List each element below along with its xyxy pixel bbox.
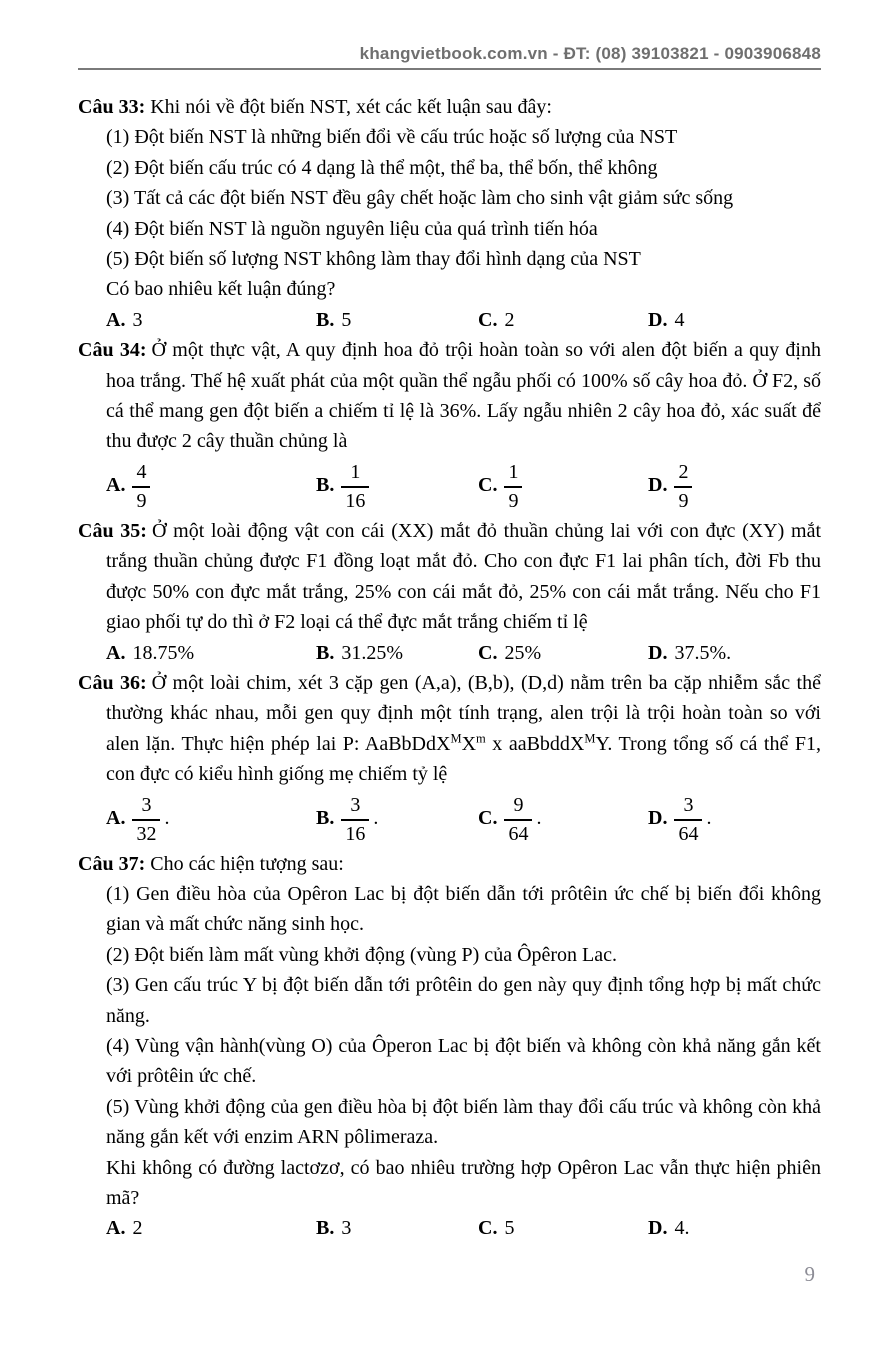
option-letter: C. [478,641,498,664]
option-letter: C. [478,308,498,331]
option-value: 3 [132,308,143,331]
option-a [106,793,316,847]
option-letter: B. [316,308,335,331]
question-34-intro [78,335,821,457]
option-letter: C. [478,474,498,497]
fraction [674,793,702,847]
fraction-numerator: 3 [341,793,369,821]
option-value: 5 [504,1217,515,1240]
fraction-denominator: 32 [136,822,157,845]
questions-area [78,92,821,1244]
option-letter: B. [316,641,335,664]
page-content [0,44,895,1244]
option-value: 4. [674,1217,690,1240]
fraction-denominator: 64 [508,822,529,845]
option-value: 2 [132,1217,143,1240]
option-letter: A. [106,641,126,664]
fraction [341,460,369,514]
statement-item-2: (2) Đột biến cấu trúc có 4 dạng là thể một, thể ba, thể bốn, thể không [106,156,658,179]
question-33-intro [78,92,821,122]
fraction-denominator: 16 [345,822,366,845]
statement-item-3: (3) Gen cấu trúc Y bị đột biến dẫn tới prôtêin do gen này quy định tổng hợp bị mất chức năng. [106,974,821,1027]
fraction [132,793,160,847]
question-35-options [106,638,821,668]
option-suffix: . [373,807,379,830]
question-36-label: Câu 36: [78,671,147,694]
question-37-options [106,1213,821,1243]
option-value: 37.5%. [674,641,732,664]
fraction [504,793,532,847]
option-d [648,305,821,335]
statement-item-4: (4) Đột biến NST là nguồn nguyên liệu của quá trình tiến hóa [106,217,598,240]
option-a [106,305,316,335]
option-suffix: . [706,807,712,830]
fraction-numerator: 1 [504,460,522,488]
question-37-intro [78,849,821,879]
question-34-label: Câu 34: [78,339,147,362]
fraction-denominator: 9 [136,489,147,512]
fraction-numerator: 9 [504,793,532,821]
fraction [341,793,369,847]
page-number: 9 [804,1262,815,1286]
question-36-intro-text: Ở một loài chim, xét 3 cặp gen (A,a), (B,b), (D,d) nằm trên ba cặp nhiễm sắc thể thường khác nhau, mỗi gen quy định một tính trạng, alen trội là trội hoàn toàn so với alen lặn. Thực hiện phép lai P: $AaBbDdX^MX^m$ x aaBbddX$^M$Y. Trong tổng số cá thể F1, con đực có kiểu hình giống mẹ chiếm tỷ lệ [106,671,822,786]
question-36-intro [78,668,821,790]
fraction [132,460,150,514]
question-35-intro [78,516,821,638]
option-a [106,460,316,514]
option-letter: A. [106,807,126,830]
question-35 [78,516,821,668]
site-header-text: khangvietbook.com.vn - ĐT: (08) 39103821 - 0903906848 [359,44,821,63]
option-letter: C. [478,1217,498,1240]
statement-item-1: (1) Gen điều hòa của Opêron Lac bị đột biến dẫn tới prôtêin ức chế bị biến đổi không gian và mất chức năng sinh học. [106,882,821,936]
option-value: 2 [504,308,515,331]
statement-item-2: (2) Đột biến làm mất vùng khởi động (vùng P) của Ôpêron Lac. [106,943,618,966]
option-letter: C. [478,807,498,830]
statement-item-4: (4) Vùng vận hành(vùng O) của Ôperon Lac bị đột biến và không còn khả năng gắn kết với prôtêin ức chế. [106,1034,821,1088]
option-value: 3 [341,1217,352,1240]
option-b [316,638,478,668]
option-d [648,460,821,514]
option-d [648,638,821,668]
question-34-options [106,460,821,514]
option-letter: D. [648,1217,668,1240]
statement-item-3: (3) Tất cả các đột biến NST đều gây chết hoặc làm cho sinh vật giảm sức sống [106,187,734,210]
option-d [648,1213,821,1243]
question-37-prompt: Khi không có đường lactơzơ, có bao nhiêu trường hợp Opêron Lac vẫn thực hiện phiên mã? [106,1156,821,1209]
fraction-numerator: 3 [132,793,160,821]
question-33 [78,92,821,335]
question-36-options [106,793,821,847]
fraction [674,460,692,514]
question-36 [78,668,821,847]
option-letter: B. [316,1217,335,1240]
question-34-intro-text: Ở một thực vật, A quy định hoa đỏ trội hoàn toàn so với alen đột biến a quy định hoa trắng. Thế hệ xuất phát của một quần thể ngẫu phối có 100% số cây hoa đỏ. Ở F2, số cá thể mang gen đột biến a chiếm tỉ lệ là 36%. Lấy ngẫu nhiên 2 cây hoa đỏ, xác suất để thu được 2 cây thuần chủng là [106,339,821,453]
fraction [504,460,522,514]
fraction-denominator: 16 [345,489,366,512]
question-37 [78,849,821,1244]
fraction-numerator: 2 [674,460,692,488]
question-34 [78,335,821,514]
header-divider [78,68,821,70]
option-letter: D. [648,807,668,830]
question-37-intro-text: Cho các hiện tượng sau: [150,852,344,875]
option-c [478,1213,648,1243]
option-letter: A. [106,1217,126,1240]
question-33-intro-text: Khi nói về đột biến NST, xét các kết luận sau đây: [150,96,552,118]
option-value: 25% [504,641,542,664]
fraction-numerator: 4 [132,460,150,488]
statement-item-1: (1) Đột biến NST là những biến đổi về cấu trúc hoặc số lượng của NST [106,126,678,149]
statement-item-5: (5) Đột biến số lượng NST không làm thay đổi hình dạng của NST [106,248,641,271]
option-value: 31.25% [341,641,404,664]
option-letter: D. [648,641,668,664]
option-letter: B. [316,807,335,830]
question-37-label: Câu 37: [78,852,146,875]
option-suffix: . [164,807,170,830]
option-c [478,638,648,668]
fraction-numerator: 3 [674,793,702,821]
option-letter: A. [106,474,126,497]
option-b [316,305,478,335]
fraction-numerator: 1 [341,460,369,488]
fraction-denominator: 9 [678,489,689,512]
question-33-options [106,305,821,335]
option-letter: D. [648,308,668,331]
option-b [316,460,478,514]
fraction-denominator: 64 [678,822,699,845]
option-letter: D. [648,474,668,497]
question-35-label: Câu 35: [78,519,147,542]
fraction-denominator: 9 [508,489,519,512]
option-value: 4 [674,308,685,331]
option-c [478,793,648,847]
question-33-prompt: Có bao nhiêu kết luận đúng? [106,278,336,301]
option-value: 18.75% [132,641,195,664]
option-a [106,1213,316,1243]
option-d [648,793,821,847]
option-c [478,460,648,514]
statement-item-5: (5) Vùng khởi động của gen điều hòa bị đột biến làm thay đổi cấu trúc và không còn khả năng gắn kết với enzim ARN pôlimeraza. [106,1095,821,1149]
option-suffix: . [536,807,542,830]
option-a [106,638,316,668]
option-c [478,305,648,335]
question-35-intro-text: Ở một loài động vật con cái (XX) mắt đỏ thuần chủng lai với con đực (XY) mắt trắng thuần chủng được F1 đồng loạt mắt đỏ. Cho con đực F1 lai phân tích, đời Fb thu được 50% con đực mắt trắng, 25% con cái mắt đỏ, 25% con cái mắt trắng. Nếu cho F1 giao phối tự do thì ở F2 loại cá thể đực mắt trắng chiếm tỉ lệ [106,519,821,634]
option-b [316,793,478,847]
option-value: 5 [341,308,352,331]
question-33-label: Câu 33: [78,96,146,118]
option-letter: A. [106,308,126,331]
option-letter: B. [316,474,335,497]
option-b [316,1213,478,1243]
